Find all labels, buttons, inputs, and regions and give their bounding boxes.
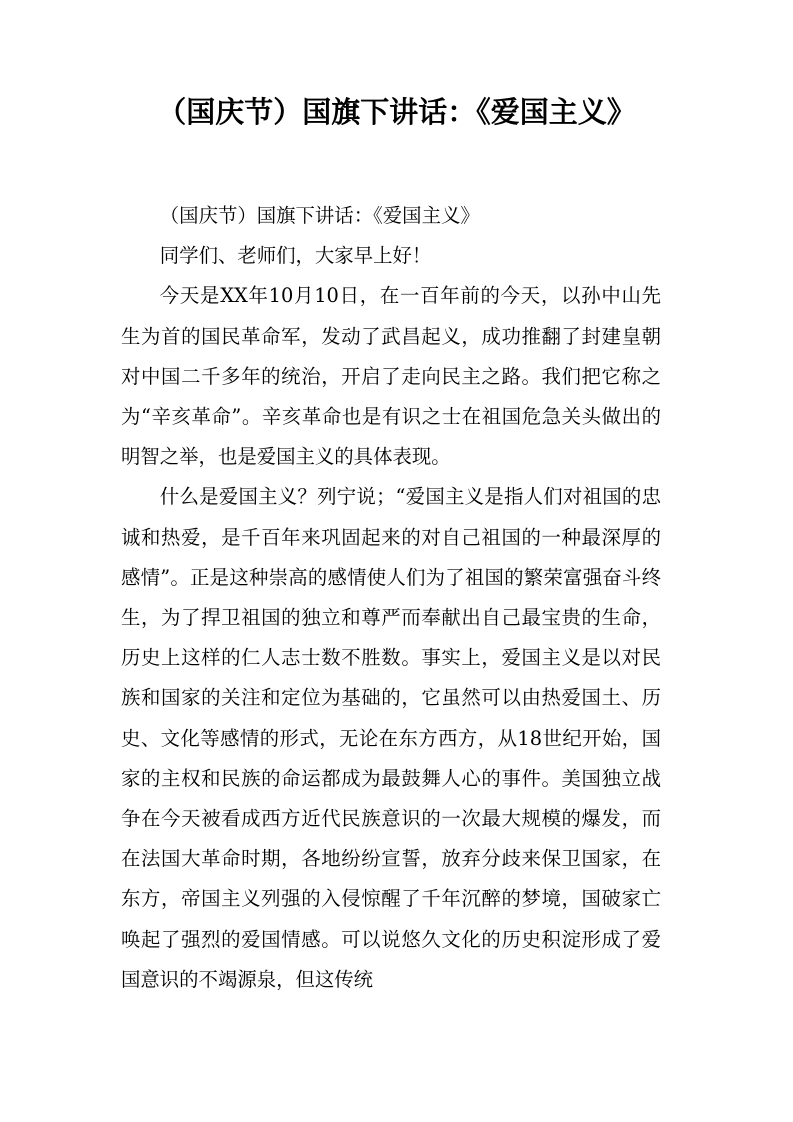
paragraph-greeting: 同学们、老师们，大家早上好！ [159,244,432,268]
paragraph-xinhai-revolution: 今天是XX年10月10日，在一百年前的今天，以孙中山先生为首的国民革命军，发动了武昌起义，成功推翻了封建皇朝对中国二千多年的统治，开启了走向民主之路。我们把它称之为“辛亥革命”。辛亥革命也是有识之士在祖国危急关头做出的明智之举，也是爱国主义的具体表现。 [121,284,661,469]
paragraph-patriotism-definition: 什么是爱国主义？列宁说；“爱国主义是指人们对祖国的忠诚和热爱，是千百年来巩固起来的对自己祖国的一种最深厚的感情”。正是这种崇高的感情使人们为了祖国的繁荣富强奋斗终生，为了捍卫祖国的独立和尊严而奉献出自己最宝贵的生命，历史上这样的仁人志士数不胜数。事实上，爱国主义是以对民族和国家的关注和定位为基础的，它虽然可以由热爱国土、历史、文化等感情的形式，无论在东方西方，从18世纪开始，国家的主权和民族的命运都成为最鼓舞人心的事件。美国独立战争在今天被看成西方近代民族意识的一次最大规模的爆发，而在法国大革命时期，各地纷纷宣誓，放弃分歧来保卫国家，在东方，帝国主义列强的入侵惊醒了千年沉醉的梦境，国破家亡唤起了强烈的爱国情感。可以说悠久文化的历史积淀形成了爱国意识的不竭源泉，但这传统 [121,485,661,991]
paragraph-subtitle: （国庆节）国旗下讲话：《爱国主义》 [159,204,480,227]
document-body [121,196,661,1000]
document-title: （国庆节）国旗下讲话：《爱国主义》 [157,95,636,129]
